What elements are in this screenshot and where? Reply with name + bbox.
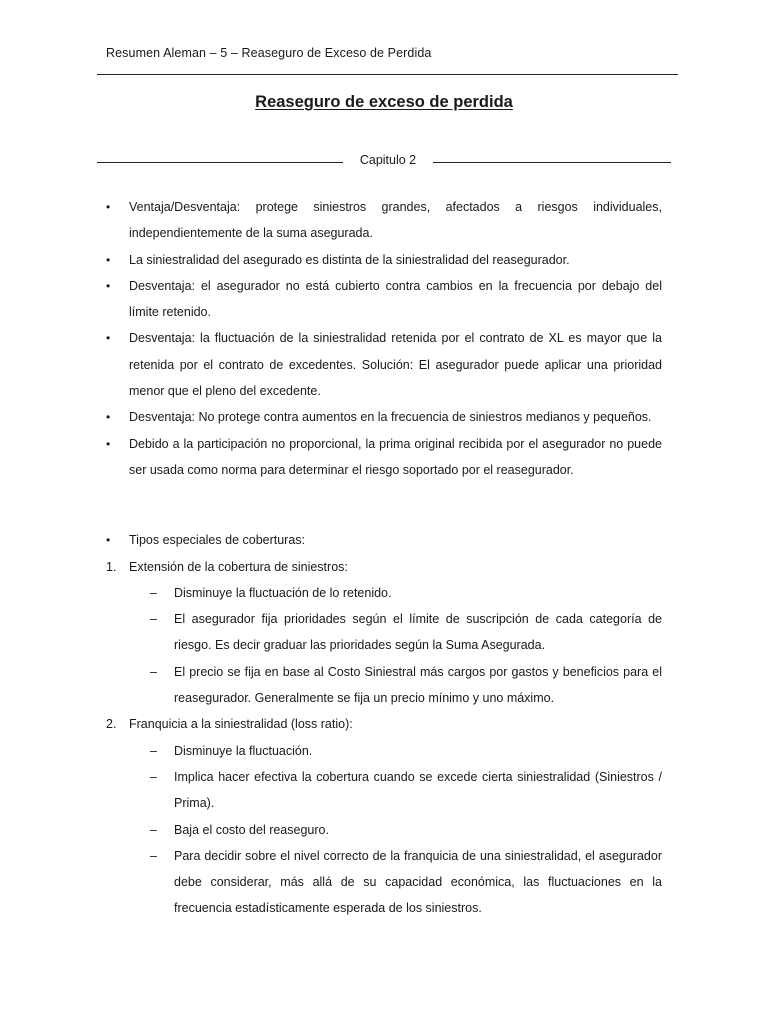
- bullet-marker: •: [106, 533, 111, 548]
- dash-text: Disminuye la fluctuación de lo retenido.: [174, 585, 392, 600]
- numbered-text: Franquicia a la siniestralidad (loss ratio):: [129, 717, 353, 732]
- bullet-text: Desventaja: la fluctuación de la siniestralidad retenida por el contrato de XL es mayor que la retenida por el contrato de excedentes. Solución: El asegurador puede aplicar una prioridad menor que el pleno del excedente.: [129, 331, 662, 399]
- running-header: Resumen Aleman – 5 – Reaseguro de Exceso de Perdida: [106, 46, 432, 60]
- dash-text: Para decidir sobre el nivel correcto de la franquicia de una siniestralidad, el asegurador debe considerar, más allá de su capacidad económica, las fluctuaciones en la frecuencia estadísticamente esperada de los siniestros.: [174, 848, 662, 916]
- dash-marker: –: [150, 769, 157, 784]
- dash-item: [106, 659, 662, 712]
- bullet-marker: •: [106, 200, 111, 214]
- bullet-item: [106, 247, 662, 273]
- document-body: [106, 194, 662, 922]
- dash-marker: –: [150, 612, 157, 627]
- section-spacer: [106, 483, 662, 527]
- chapter-rule-left: [97, 162, 343, 163]
- numbered-item-1: [106, 554, 662, 580]
- number-marker: 2.: [106, 717, 117, 732]
- bullet-marker: •: [106, 252, 111, 267]
- bullet-text: Desventaja: el asegurador no está cubierto contra cambios en la frecuencia por debajo del límite retenido.: [129, 278, 662, 320]
- dash-marker: –: [150, 664, 157, 679]
- bullet-item: [106, 273, 662, 326]
- bullet-item: [106, 194, 662, 247]
- special-coverages-heading: [106, 527, 662, 553]
- dash-item: [106, 580, 662, 606]
- dash-marker: –: [150, 848, 157, 863]
- bullet-text: La siniestralidad del asegurado es distinta de la siniestralidad del reasegurador.: [129, 252, 570, 267]
- dash-text: El asegurador fija prioridades según el límite de suscripción de cada categoría de riesgo. Es decir graduar las prioridades según la Suma Asegurada.: [174, 612, 662, 653]
- dash-item: [106, 843, 662, 922]
- dash-marker: –: [150, 585, 157, 600]
- bullet-item: [106, 325, 662, 404]
- bullet-text: Ventaja/Desventaja: protege siniestros grandes, afectados a riesgos individuales, independientemente de la suma asegurada.: [129, 200, 662, 241]
- document-title-text: Reaseguro de exceso de perdida: [255, 93, 513, 111]
- dash-text: Implica hacer efectiva la cobertura cuando se excede cierta siniestralidad (Siniestros / Prima).: [174, 769, 662, 811]
- dash-marker: –: [150, 822, 157, 837]
- chapter-rule-right: [433, 162, 671, 163]
- chapter-divider: [97, 153, 671, 173]
- bullet-marker: •: [106, 278, 111, 293]
- numbered-text: Extensión de la cobertura de siniestros:: [129, 559, 348, 574]
- bullet-item: [106, 431, 662, 484]
- number-marker: 1.: [106, 559, 117, 574]
- dash-item: [106, 764, 662, 817]
- bullet-text: Tipos especiales de coberturas:: [129, 533, 306, 548]
- bullet-marker: •: [106, 410, 111, 425]
- bullet-marker: •: [106, 331, 111, 346]
- numbered-item-2: [106, 711, 662, 737]
- dash-marker: –: [150, 743, 157, 758]
- dash-text: Baja el costo del reaseguro.: [174, 822, 329, 837]
- dash-text: El precio se fija en base al Costo Siniestral más cargos por gastos y beneficios para el reasegurador. Generalmente se fija un precio mínimo y uno máximo.: [174, 664, 662, 706]
- bullet-text: Debido a la participación no proporcional, la prima original recibida por el asegurador no puede ser usada como norma para determinar el riesgo soportado por el reasegurador.: [129, 436, 662, 477]
- dash-item: [106, 738, 662, 764]
- document-title: [0, 93, 768, 112]
- bullet-text: Desventaja: No protege contra aumentos en la frecuencia de siniestros medianos y pequeños.: [129, 410, 652, 425]
- dash-text: Disminuye la fluctuación.: [174, 743, 313, 758]
- chapter-label: Capitulo 2: [359, 153, 417, 167]
- bullet-item: [106, 404, 662, 430]
- dash-item: [106, 606, 662, 659]
- header-rule: [97, 74, 678, 75]
- bullet-marker: •: [106, 436, 111, 451]
- dash-item: [106, 817, 662, 843]
